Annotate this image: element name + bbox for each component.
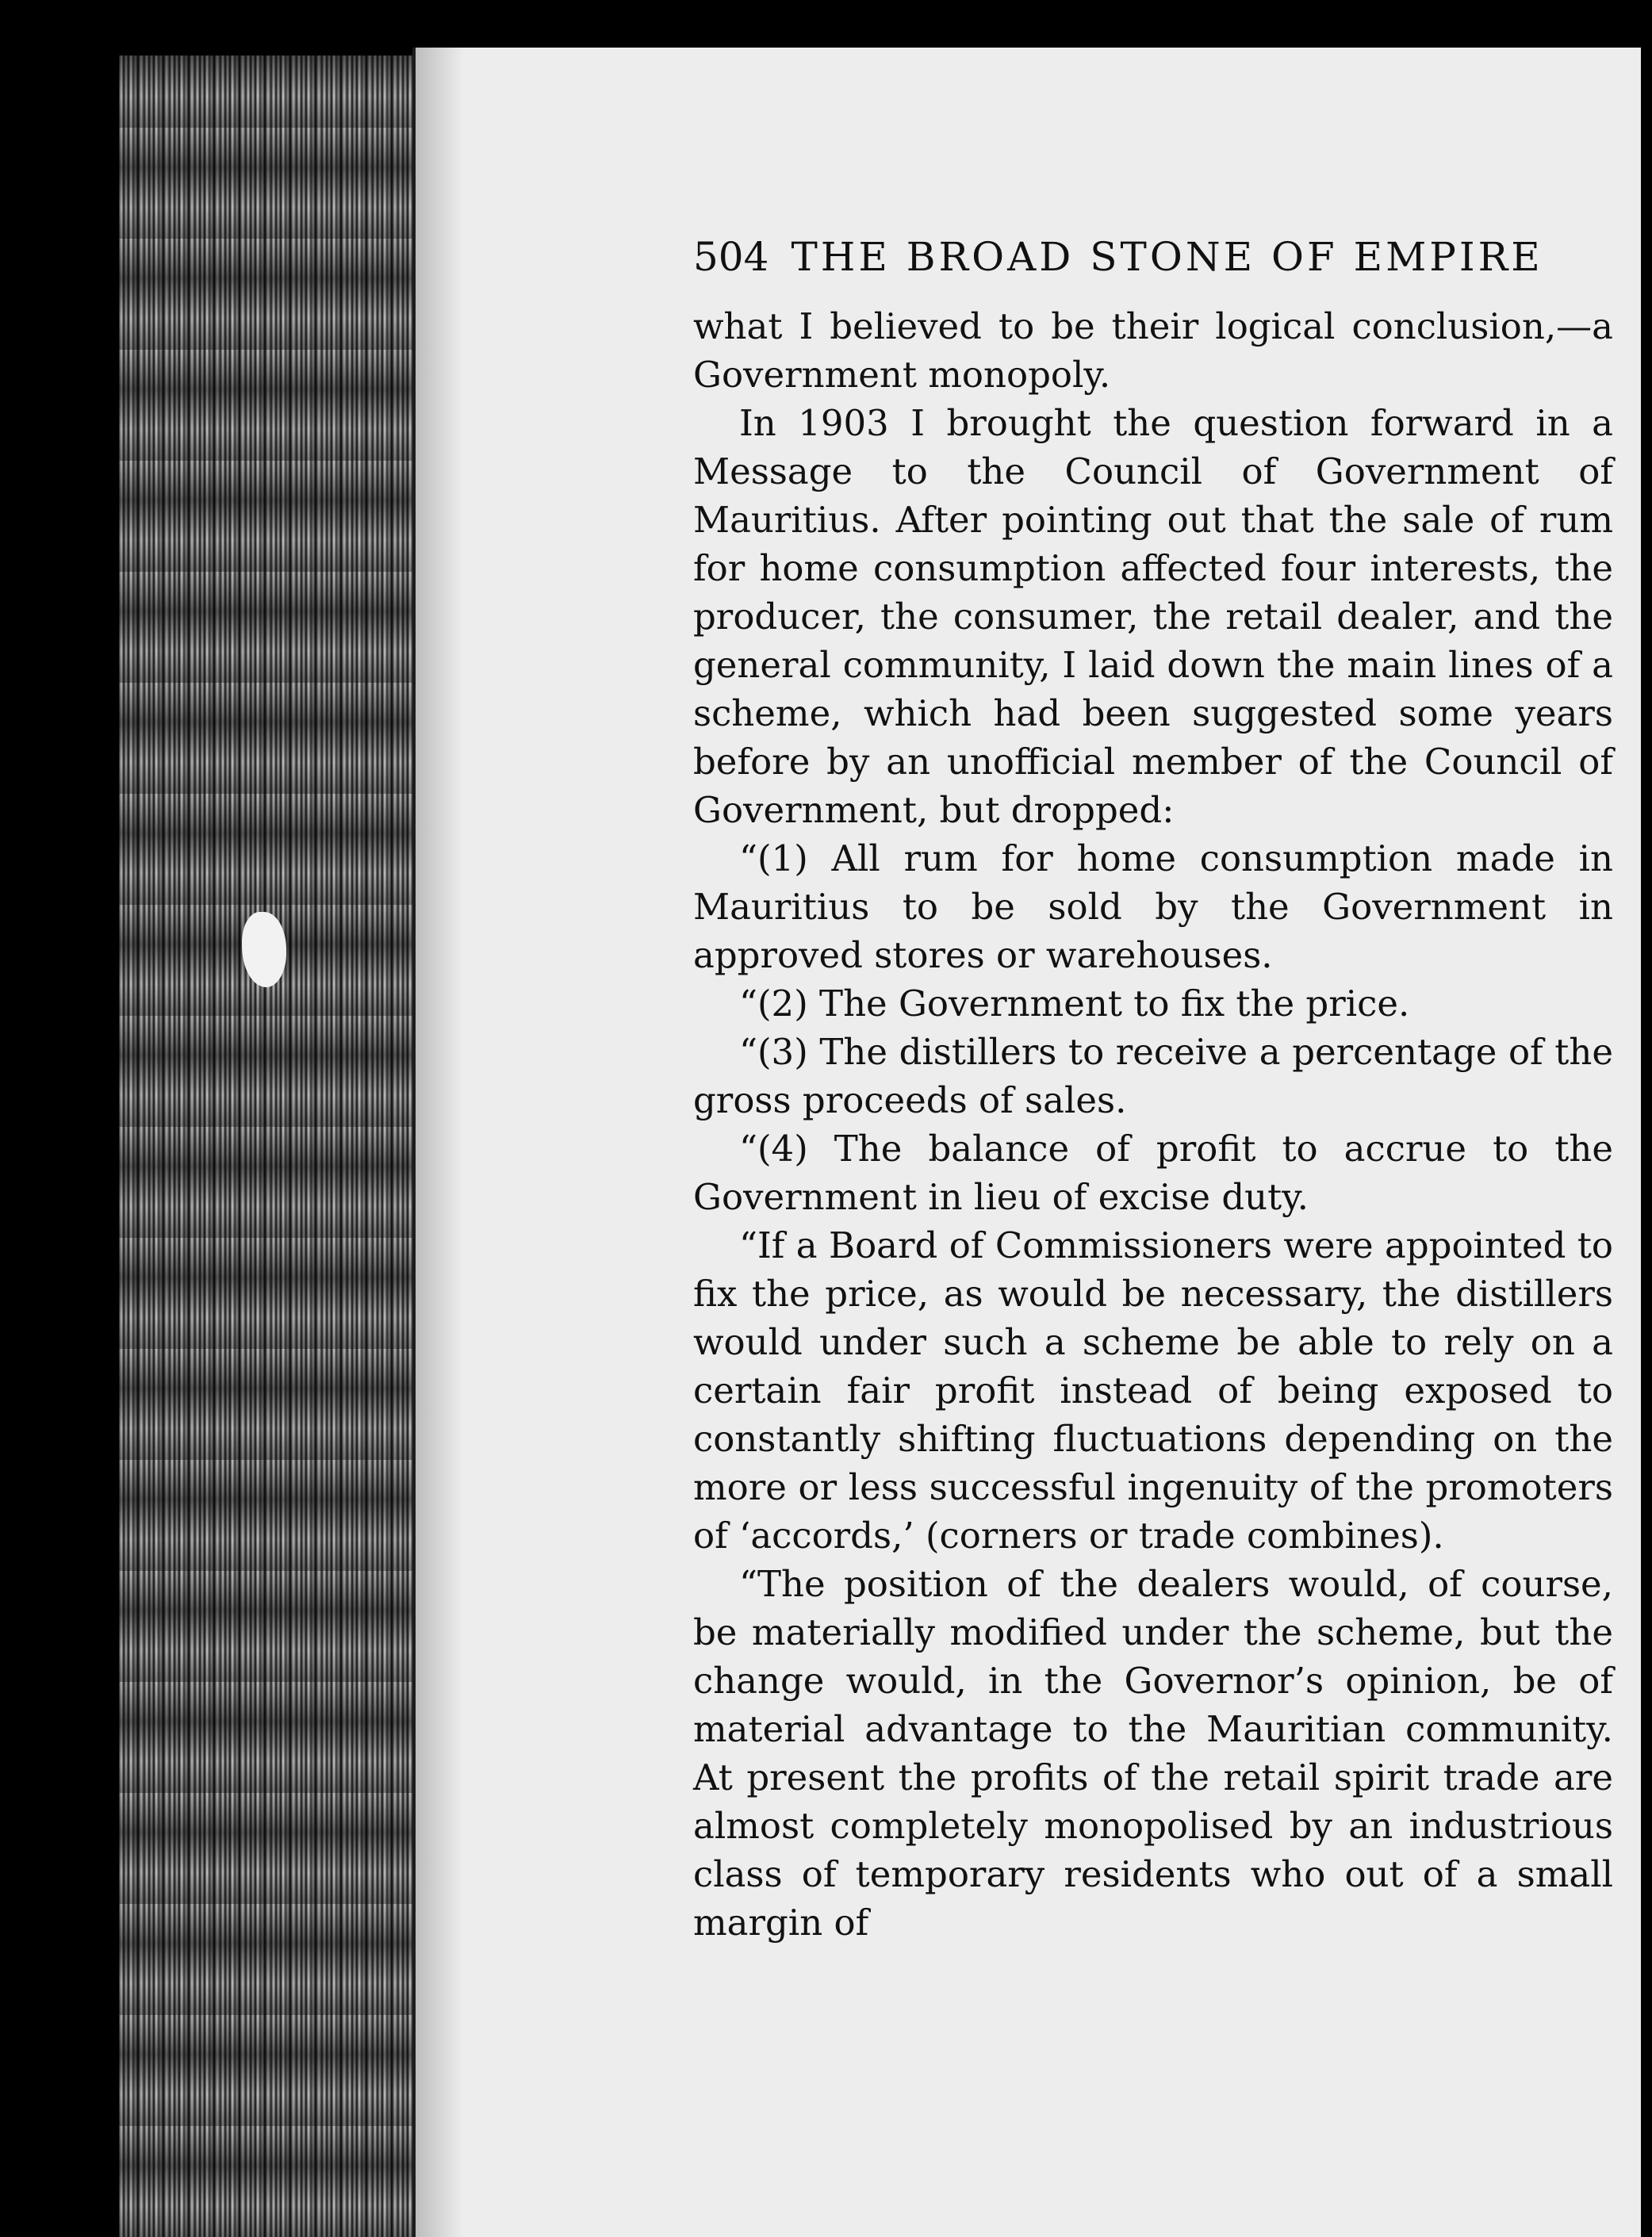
paragraph: “(3) The distillers to receive a percentage of the gross proceeds of sales. bbox=[693, 1031, 1613, 1121]
paragraph: what I believed to be their logical conclusion,—a Government monopoly. bbox=[693, 305, 1613, 396]
paragraph: In 1903 I brought the question forward in a Message to the Council of Government of Mauritius. After pointing out that the sale of rum for home consumption affected four interests, the producer, the consumer, the retail dealer, and the general community, I laid down the main lines of a scheme, which had been suggested some years before by an unofficial member of the Council of Government, but dropped: bbox=[693, 402, 1613, 831]
book-fore-edge bbox=[119, 56, 412, 2237]
paragraph: “If a Board of Commissioners were appointed to fix the price, as would be necessary, the distillers would under such a scheme be able to rely on a certain fair profit instead of being exposed to constantly shifting fluctuations depending on the more or less successful ingenuity of the promoters of ‘accords,’ (corners or trade combines). bbox=[693, 1224, 1613, 1557]
running-head bbox=[693, 234, 1613, 297]
page-content bbox=[693, 234, 1613, 1947]
paragraph: “(2) The Government to fix the price. bbox=[739, 983, 1410, 1025]
body-text bbox=[693, 302, 1613, 1947]
paragraph: “(1) All rum for home consumption made in Mauritius to be sold by the Government in approved stores or warehouses. bbox=[693, 837, 1613, 976]
book-page bbox=[412, 48, 1641, 2237]
paragraph: “The position of the dealers would, of course, be materially modified under the scheme, but the change would, in the Governor’s opinion, be of material advantage to the Mauritian community. At present the profits of the retail spirit trade are almost completely monopolised by an industrious class of temporary residents who out of a small margin of bbox=[693, 1563, 1613, 1944]
running-head-title: THE BROAD STONE OF EMPIRE bbox=[791, 234, 1543, 280]
paragraph: “(4) The balance of profit to accrue to the Government in lieu of excise duty. bbox=[693, 1128, 1613, 1218]
page-number: 504 bbox=[693, 234, 769, 280]
